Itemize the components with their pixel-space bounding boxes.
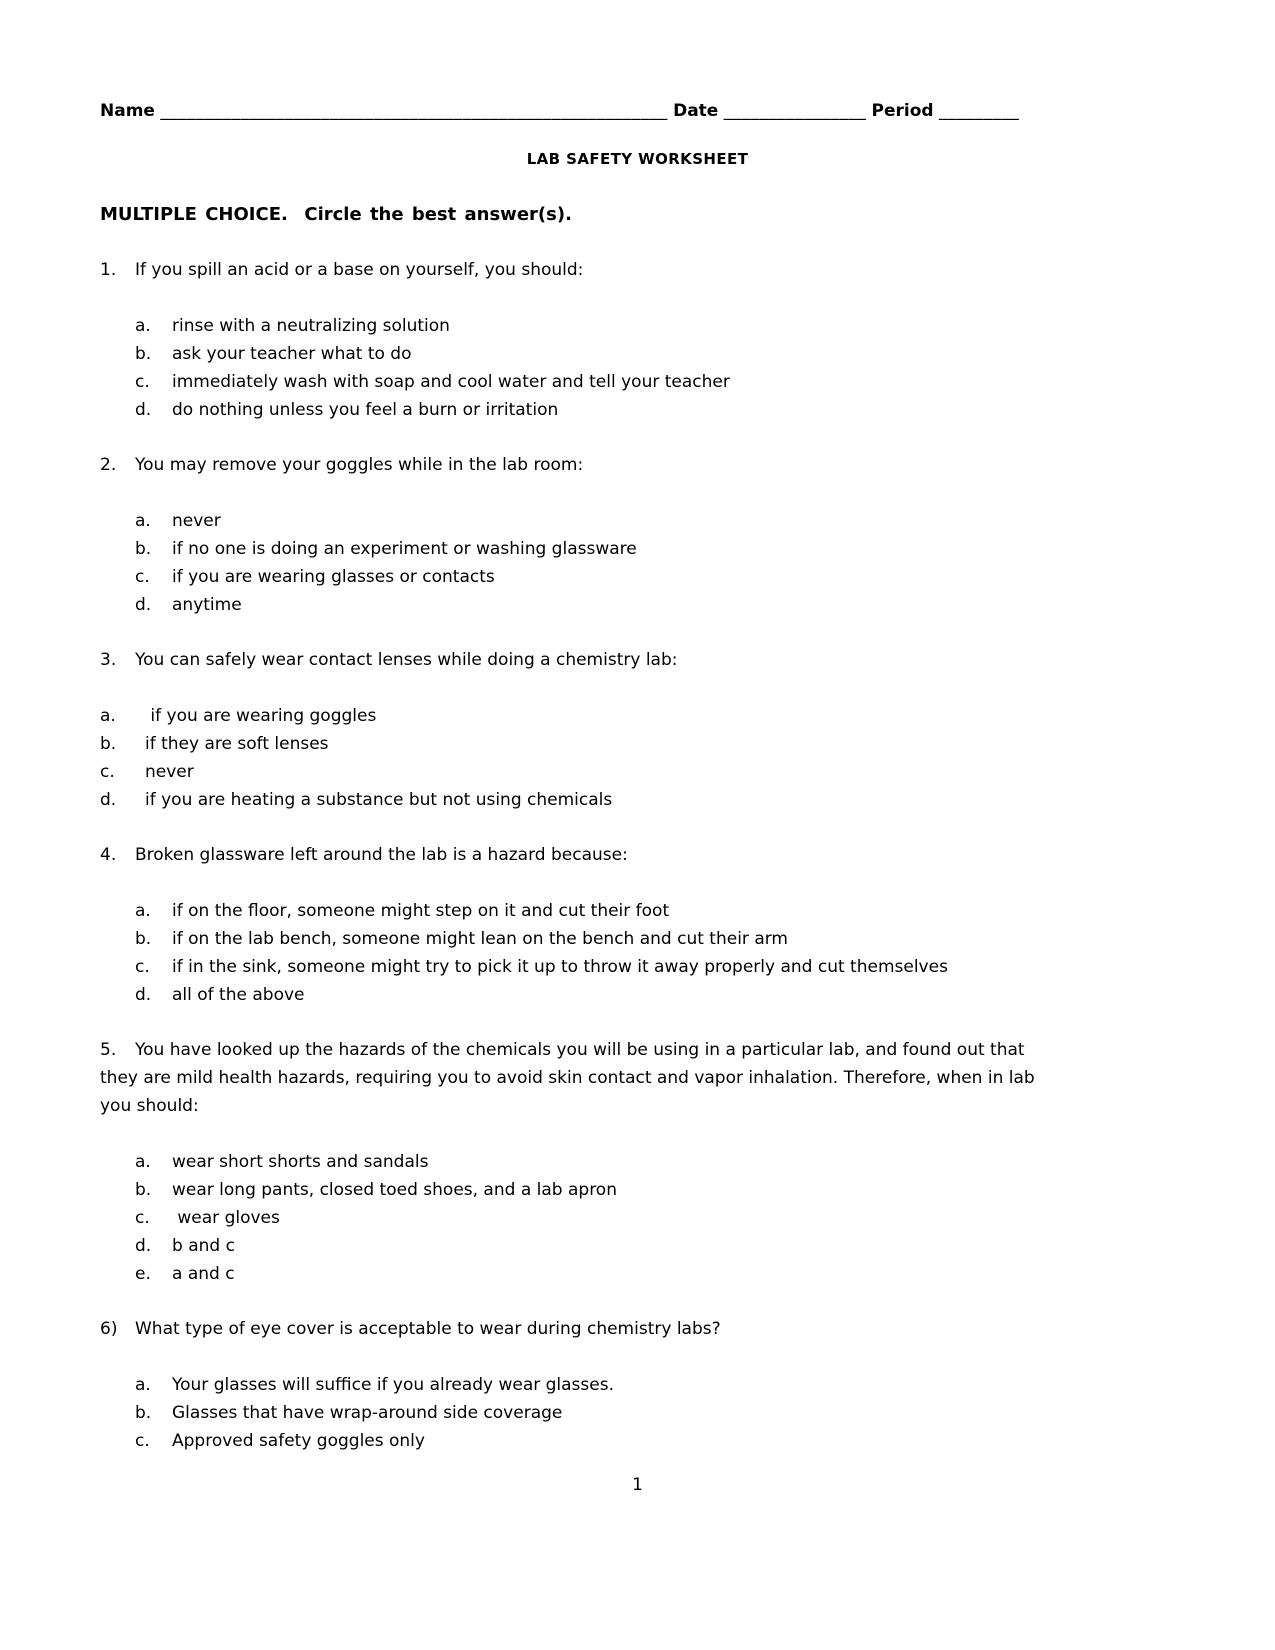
options-list: [100, 897, 1175, 1009]
option-letter: c.: [135, 957, 150, 977]
answer-option: [100, 758, 1175, 786]
option-text: anytime: [172, 595, 242, 615]
answer-option: [135, 1260, 1175, 1288]
page-number: 1: [632, 1475, 643, 1495]
answer-option: [100, 702, 1175, 730]
option-letter: d.: [135, 400, 152, 420]
question-text: You may remove your goggles while in the lab room:: [135, 455, 584, 475]
answer-option: [135, 1371, 1175, 1399]
option-letter: c.: [100, 762, 115, 782]
option-text: b and c: [172, 1236, 235, 1256]
option-text: wear long pants, closed toed shoes, and a lab apron: [172, 1180, 617, 1200]
period-blank: _________: [939, 101, 1020, 121]
questions-list: [100, 256, 1175, 1455]
option-text: Approved safety goggles only: [172, 1431, 425, 1451]
question-text: Broken glassware left around the lab is a hazard because:: [135, 845, 628, 865]
question-line: [100, 646, 1035, 674]
option-letter: a.: [135, 511, 151, 531]
answer-option: [135, 953, 1175, 981]
question-number: 2.: [100, 455, 117, 475]
option-text: never: [172, 511, 221, 531]
option-letter: b.: [100, 734, 117, 754]
option-letter: a.: [135, 1375, 151, 1395]
answer-option: [135, 1148, 1175, 1176]
option-text: wear gloves: [172, 1208, 280, 1228]
options-list: [100, 507, 1175, 619]
options-list: [100, 1371, 1175, 1455]
date-label: Date: [673, 101, 719, 121]
answer-option: [135, 312, 1175, 340]
option-letter: b.: [135, 1180, 152, 1200]
answer-option: [135, 1427, 1175, 1455]
option-letter: d.: [135, 985, 152, 1005]
option-letter: b.: [135, 539, 152, 559]
answer-option: [135, 396, 1175, 424]
question-number: 3.: [100, 650, 117, 670]
option-text: all of the above: [172, 985, 305, 1005]
answer-option: [135, 591, 1175, 619]
answer-option: [100, 730, 1175, 758]
answer-option: [135, 1399, 1175, 1427]
option-letter: a.: [135, 1152, 151, 1172]
option-text: if they are soft lenses: [145, 734, 329, 754]
option-text: ask your teacher what to do: [172, 344, 412, 364]
options-list: [100, 312, 1175, 424]
question-line: [100, 1315, 1035, 1343]
option-letter: b.: [135, 929, 152, 949]
option-letter: d.: [135, 1236, 152, 1256]
option-letter: c.: [135, 372, 150, 392]
question-line: [100, 451, 1035, 479]
option-text: wear short shorts and sandals: [172, 1152, 429, 1172]
question-text: You have looked up the hazards of the chemicals you will be using in a particular lab, and found out that they are mild health hazards, requiring you to avoid skin contact and vapor inhalation. Therefore, when in lab you should:: [100, 1040, 1035, 1116]
question-number: 4.: [100, 845, 117, 865]
option-text: rinse with a neutralizing solution: [172, 316, 450, 336]
option-text: Your glasses will suffice if you already wear glasses.: [172, 1375, 614, 1395]
answer-option: [135, 897, 1175, 925]
answer-option: [135, 1204, 1175, 1232]
question-number: 1.: [100, 260, 117, 280]
option-letter: a.: [100, 706, 116, 726]
question: [100, 1315, 1175, 1455]
name-label: Name: [100, 101, 155, 121]
name-date-period-line: [100, 97, 1175, 125]
options-list: [100, 1148, 1175, 1288]
option-letter: c.: [135, 1431, 150, 1451]
period-label: Period: [871, 101, 934, 121]
question-line: [100, 256, 1035, 284]
option-text: a and c: [172, 1264, 235, 1284]
option-text: if in the sink, someone might try to pick it up to throw it away properly and cut themselves: [172, 957, 948, 977]
answer-option: [135, 1176, 1175, 1204]
question-text: You can safely wear contact lenses while doing a chemistry lab:: [135, 650, 678, 670]
question-number: 6): [100, 1319, 118, 1339]
answer-option: [135, 925, 1175, 953]
option-text: if on the lab bench, someone might lean on the bench and cut their arm: [172, 929, 788, 949]
answer-option: [100, 786, 1175, 814]
option-letter: a.: [135, 316, 151, 336]
question-line: [100, 1036, 1035, 1120]
answer-option: [135, 981, 1175, 1009]
option-text: if you are wearing glasses or contacts: [172, 567, 495, 587]
answer-option: [135, 507, 1175, 535]
question-text: If you spill an acid or a base on yourself, you should:: [135, 260, 584, 280]
date-blank: ________________: [723, 101, 867, 121]
answer-option: [135, 368, 1175, 396]
instructions-heading: MULTIPLE CHOICE. Circle the best answer(s).: [100, 204, 572, 225]
name-blank: _________________________________________________________: [160, 101, 668, 121]
option-text: if no one is doing an experiment or washing glassware: [172, 539, 637, 559]
options-list: [100, 702, 1175, 814]
option-text: do nothing unless you feel a burn or irritation: [172, 400, 559, 420]
question: [100, 451, 1175, 619]
option-text: if you are wearing goggles: [145, 706, 377, 726]
answer-option: [135, 340, 1175, 368]
option-letter: e.: [135, 1264, 151, 1284]
option-letter: a.: [135, 901, 151, 921]
question: [100, 646, 1175, 814]
worksheet-title: LAB SAFETY WORKSHEET: [526, 150, 749, 168]
option-letter: b.: [135, 344, 152, 364]
question-line: [100, 841, 1035, 869]
question: [100, 841, 1175, 1009]
option-text: if you are heating a substance but not using chemicals: [145, 790, 613, 810]
answer-option: [135, 1232, 1175, 1260]
question: [100, 256, 1175, 424]
answer-option: [135, 563, 1175, 591]
option-text: Glasses that have wrap-around side coverage: [172, 1403, 563, 1423]
option-letter: d.: [100, 790, 117, 810]
option-text: if on the floor, someone might step on it and cut their foot: [172, 901, 670, 921]
option-text: immediately wash with soap and cool water and tell your teacher: [172, 372, 730, 392]
question-number: 5.: [100, 1040, 117, 1060]
question: [100, 1036, 1175, 1288]
option-text: never: [145, 762, 194, 782]
option-letter: d.: [135, 595, 152, 615]
option-letter: c.: [135, 1208, 150, 1228]
answer-option: [135, 535, 1175, 563]
option-letter: c.: [135, 567, 150, 587]
option-letter: b.: [135, 1403, 152, 1423]
question-text: What type of eye cover is acceptable to wear during chemistry labs?: [135, 1319, 721, 1339]
